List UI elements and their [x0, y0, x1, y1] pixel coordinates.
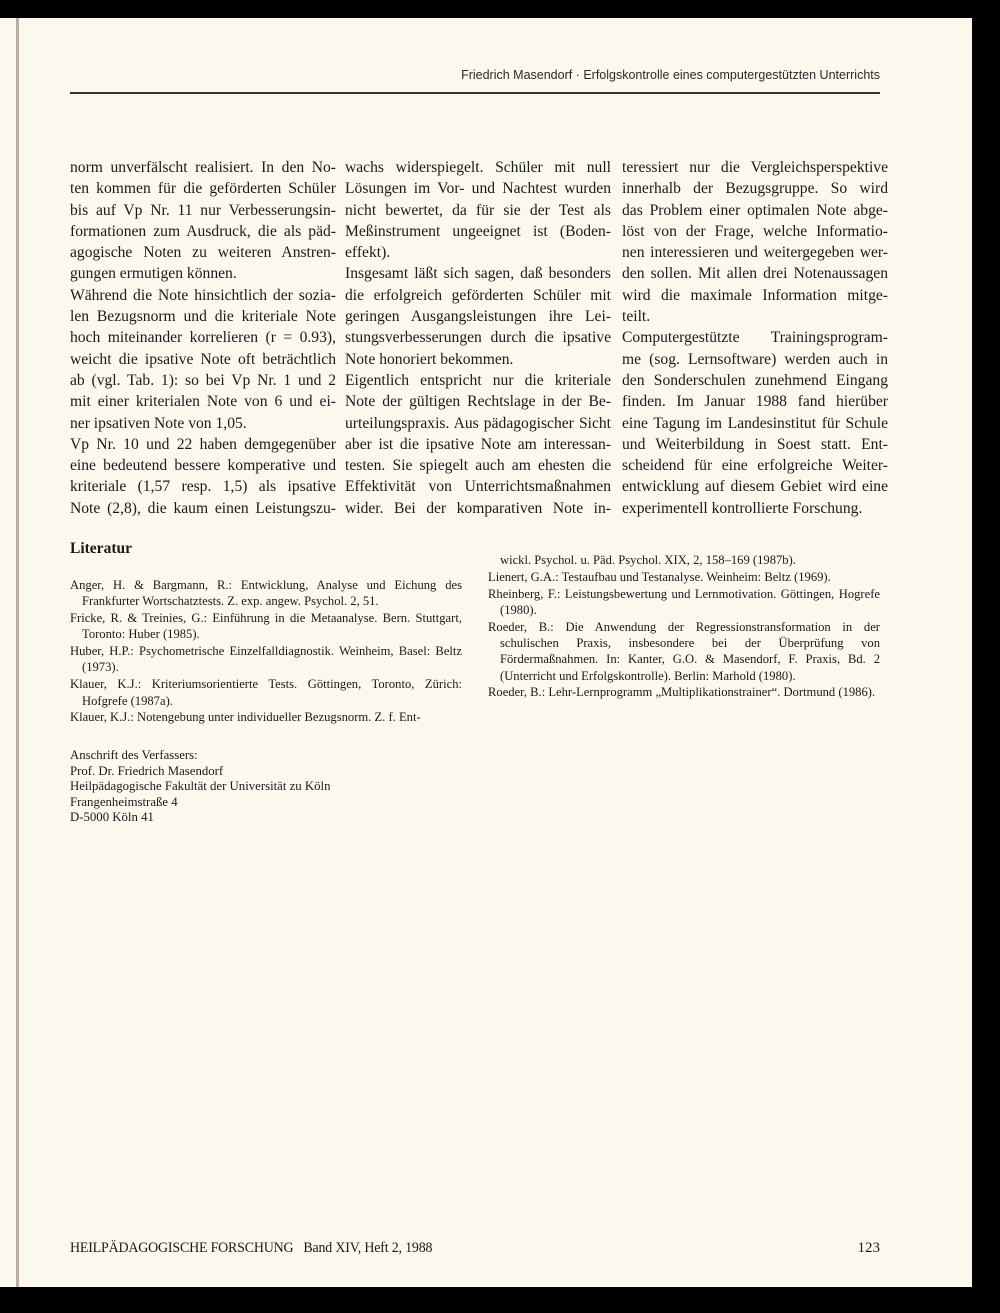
- text-line: Insgesamt läßt sich sagen, daß besonders: [345, 265, 611, 283]
- text-line: gungen ermutigen können.: [70, 265, 237, 283]
- text-line: aber ist die ipsative Note am interessan-: [345, 435, 611, 453]
- page-spine-edge: [16, 18, 19, 1287]
- page-number: 123: [857, 1240, 880, 1256]
- text-line: urteilungspraxis. Aus pädagogischer Sicht: [345, 414, 611, 432]
- literature-heading: Literatur: [70, 540, 132, 557]
- body-column-1: [70, 157, 336, 519]
- text-line: hoch miteinander korrelieren (r = 0.93),: [70, 329, 336, 347]
- text-line: agogische Noten zu weiteren Anstren-: [70, 244, 336, 262]
- text-line: formationen zum Ausdruck, die als päd-: [70, 222, 336, 240]
- text-line: effekt).: [345, 244, 391, 262]
- text-line: Eigentlich entspricht nur die kriteriale: [345, 371, 611, 389]
- address-line: Anschrift des Verfassers:: [70, 748, 198, 762]
- text-line: innerhalb der Bezugsgruppe. So wird: [622, 180, 888, 198]
- text-line: den Sonderschulen zunehmend Eingang: [622, 371, 888, 389]
- text-line: geringen Ausgangsleistungen ihre Lei-: [345, 308, 611, 326]
- text-line: wird die maximale Information mitge-: [622, 286, 888, 304]
- text-line: me (sog. Lernsoftware) werden auch in: [622, 350, 888, 368]
- text-line: testen. Sie spiegelt auch am ehesten die: [345, 457, 611, 475]
- text-line: nen interessieren und weitergegeben wer-: [622, 244, 888, 262]
- reference-entry: Klauer, K.J.: Kriteriumsorientierte Tests. Göttingen, Toronto, Zürich: Hofgrefe (1987a).: [70, 677, 462, 708]
- journal-issue: Band XIV, Heft 2, 1988: [303, 1240, 433, 1256]
- text-line: weicht die ipsative Note oft beträchtlich: [70, 350, 336, 368]
- references-right-column: [488, 552, 880, 701]
- address-line: D-5000 Köln 41: [70, 810, 154, 825]
- text-line: und Weiterbildung in Soest statt. Ent-: [622, 435, 888, 453]
- text-line: wachs widerspiegelt. Schüler mit null: [345, 159, 611, 176]
- address-line: Frangenheimstraße 4: [70, 794, 178, 809]
- body-column-3: [622, 157, 888, 519]
- text-line: Während die Note hinsichtlich der sozia-: [70, 286, 336, 304]
- text-line: löst von der Frage, welche Informatio-: [622, 222, 888, 240]
- text-line: entwicklung auf diesem Gebiet wird eine: [622, 478, 888, 496]
- text-line: nicht bewertet, da für sie der Test als: [345, 201, 611, 219]
- address-line: Heilpädagogische Fakultät der Universität zu Köln: [70, 779, 331, 794]
- text-line: den sollen. Mit allen drei Notenaussagen: [622, 265, 888, 283]
- author-address: [70, 748, 331, 826]
- running-header: Friedrich Masendorf · Erfolgskontrolle eines computergestützten Unterrichts: [461, 68, 880, 82]
- text-line: Computergestützte Trainingsprogram-: [622, 329, 888, 347]
- text-line: Note honoriert bekommen.: [345, 350, 514, 368]
- reference-entry: Roeder, B.: Die Anwendung der Regressionstransformation in der schulischen Praxis, insbesondere bei der Überprüfung von Fördermaßnahmen. In: Kanter, G.O. & Masendorf, F. Praxis, Bd. 2 (Unterricht und Erfolgskontrolle). Berlin: Marhold (1980).: [488, 619, 880, 683]
- reference-entry: Huber, H.P.: Psychometrische Einzelfalldiagnostik. Weinheim, Basel: Beltz (1973).: [70, 644, 462, 675]
- reference-entry: Rheinberg, F.: Leistungsbewertung und Lernmotivation. Göttingen, Hogrefe (1980).: [488, 586, 880, 617]
- text-line: eine Tagung im Landesinstitut für Schule: [622, 414, 888, 432]
- reference-continuation: wickl. Psychol. u. Päd. Psychol. XIX, 2, 158–169 (1987b).: [500, 553, 796, 567]
- text-line: len Bezugsnorm und die kriteriale Note: [70, 308, 336, 326]
- text-line: mit einer kriterialen Note von 6 und ei-: [70, 393, 336, 411]
- text-line: Vp Nr. 10 und 22 haben demgegenüber: [70, 435, 336, 453]
- text-line: scheidend für eine erfolgreiche Weiter-: [622, 457, 888, 475]
- text-line: kriteriale (1,57 resp. 1,5) als ipsative: [70, 478, 336, 496]
- reference-entry: Klauer, K.J.: Notengebung unter individueller Bezugsnorm. Z. f. Ent-: [70, 710, 421, 725]
- text-line: ten kommen für die geförderten Schüler: [70, 180, 336, 198]
- text-line: experimentell kontrollierte Forschung.: [622, 499, 863, 517]
- text-line: Note (2,8), die kaum einen Leistungszu-: [70, 499, 336, 517]
- footer-journal: [70, 1240, 432, 1257]
- text-line: ab (vgl. Tab. 1): so bei Vp Nr. 1 und 2: [70, 371, 336, 389]
- text-line: das Problem einer optimalen Note abge-: [622, 201, 888, 219]
- text-line: bis auf Vp Nr. 11 nur Verbesserungsin-: [70, 201, 336, 219]
- text-line: Effektivität von Unterrichtsmaßnahmen: [345, 478, 611, 496]
- text-line: ner ipsativen Note von 1,05.: [70, 414, 247, 432]
- text-line: stungsverbesserungen durch die ipsative: [345, 329, 611, 347]
- references-left-column: [70, 577, 462, 726]
- journal-name: HEILPÄDAGOGISCHE FORSCHUNG: [70, 1240, 294, 1256]
- address-line: Prof. Dr. Friedrich Masendorf: [70, 763, 224, 778]
- reference-entry: Lienert, G.A.: Testaufbau und Testanalyse. Weinheim: Beltz (1969).: [488, 569, 831, 584]
- text-line: teressiert nur die Vergleichsperspektive: [622, 159, 888, 176]
- text-line: eine bedeutend bessere komperative und: [70, 457, 336, 475]
- header-rule: [70, 92, 880, 94]
- text-line: norm unverfälscht realisiert. In den No-: [70, 159, 336, 176]
- text-line: wider. Bei der komparativen Note in-: [345, 499, 611, 517]
- text-line: Note der gültigen Rechtslage in der Be-: [345, 393, 611, 411]
- text-line: Meßinstrument ungeeignet ist (Boden-: [345, 222, 611, 240]
- body-column-2: [345, 157, 611, 519]
- text-line: Lösungen im Vor- und Nachtest wurden: [345, 180, 611, 198]
- text-line: teilt.: [622, 308, 651, 326]
- reference-entry: Roeder, B.: Lehr-Lernprogramm „Multiplikationstrainer“. Dortmund (1986).: [488, 685, 876, 700]
- reference-entry: Fricke, R. & Treinies, G.: Einführung in die Metaanalyse. Bern. Stuttgart, Toronto: Huber (1985).: [70, 611, 462, 642]
- text-line: finden. Im Januar 1988 fand hierüber: [622, 393, 888, 411]
- text-line: die erfolgreich geförderten Schüler mit: [345, 286, 611, 304]
- reference-entry: Anger, H. & Bargmann, R.: Entwicklung, Analyse und Eichung des Frankfurter Wortschatztests. Z. exp. angew. Psychol. 2, 51.: [70, 578, 462, 609]
